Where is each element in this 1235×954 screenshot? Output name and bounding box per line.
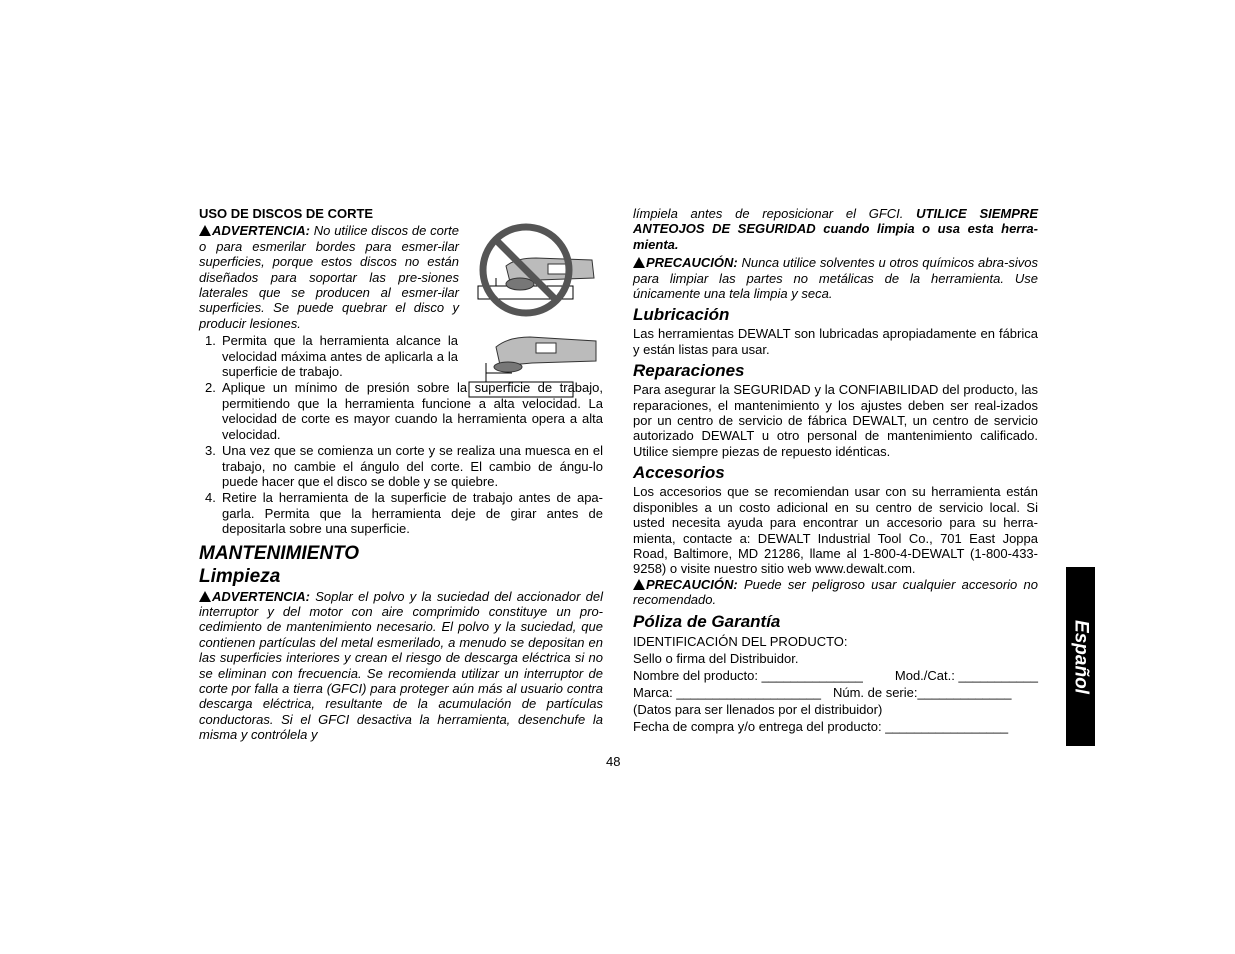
purchase-date-field: Fecha de compra y/o entrega del producto: _________________ (633, 718, 1009, 734)
subtitle-reparaciones: Reparaciones (633, 361, 745, 381)
form-row-product (633, 667, 1038, 684)
list-item: 2. Aplique un mínimo de presión sobre la superficie de trabajo, permitiendo que la herramienta funcione a alta velocidad. La velocidad de corte es mayor cuando la herramienta opera a alta velocidad. (205, 380, 603, 442)
language-tab-label: Español (1070, 619, 1092, 694)
distributor-stamp: Sello o firma del Distribuidor. (633, 650, 799, 666)
left-column (199, 206, 603, 743)
list-item: 4. Retire la herramienta de la superficie de trabajo antes de apa-garla. Permita que la herramienta deje de girar antes de depositarla sobre una superficie. (205, 490, 603, 537)
heading-uso-discos: USO DE DISCOS DE CORTE (199, 206, 374, 221)
warning-triangle-icon (199, 591, 211, 602)
language-tab (1066, 567, 1095, 746)
brand-field: Marca: ____________________ (633, 684, 821, 700)
distributor-note: (Datos para ser llenados por el distribuidor) (633, 701, 883, 717)
list-item: 3. Una vez que se comienza un corte y se realiza una muesca en el trabajo, no cambie el ángulo del corte. El cambio de ángu-lo puede hacer que el disco se doble y se quiebre. (205, 443, 603, 489)
accessories-text: Los accesorios que se recomiendan usar con su herramienta están disponibles a un costo adicional en su centro de servicio local. Si usted necesita ayuda para encontrar un accesorio para su herra-mienta, contacte a: DEWALT Industrial Tool Co., 701 East Joppa Road, Baltimore, MD 21286, llame al 1-800-4-DEWALT (1-800-433-9258) o visite nuestro sitio web www.dewalt.com. (633, 484, 1038, 577)
right-column (633, 206, 1038, 735)
cleaning-continued: límpiela antes de reposicionar el GFCI. UTILICE SIEMPRE ANTEOJOS DE SEGURIDAD cuando limpia o usa esta herra-mienta. (633, 206, 1038, 252)
form-row-brand (633, 684, 1038, 701)
page-number: 48 (606, 754, 621, 769)
section-title-mantenimiento: MANTENIMIENTO (199, 542, 360, 564)
repairs-text: Para asegurar la SEGURIDAD y la CONFIABILIDAD del producto, las reparaciones, el mantenimiento y los ajustes deben ser real-izados por un centro de servicio de fábrica DEWALT, un centro de servicio autorizado DEWALT u otro personal de mantenimiento calificado. Utilice siempre piezas de repuesto idénticas. (633, 382, 1038, 459)
caution-solvents: PRECAUCIÓN: Nunca utilice solventes u otros químicos abra-sivos para limpiar las partes no metálicas de la herramienta. Use únicamente una tela limpia y seca. (633, 255, 1038, 302)
caution-accessories: PRECAUCIÓN: Puede ser peligroso usar cualquier accesorio no recomendado. (633, 576, 1038, 608)
serial-field: Núm. de serie:_____________ (832, 684, 1012, 700)
model-field: Mod./Cat.: ___________ (894, 667, 1038, 683)
warning-triangle-icon (199, 225, 211, 236)
product-identification: IDENTIFICACIÓN DEL PRODUCTO: (633, 633, 848, 649)
warning-cleaning: ADVERTENCIA: Soplar el polvo y la suciedad del accionador del interruptor y del motor con aire comprimido constituye un pro-cedimiento de mantenimiento necesario. El polvo y la suciedad, que contienen partículas del metal esmerilado, a menudo se depositan en las superficies interiores y crean el riesgo de descarga eléctrica si no se eliminan con frecuencia. Se recomienda utilizar un interruptor de corte por falla a tierra (GFCI) para proteger aún más al usuario contra descarga eléctrica, resultante de la acumulación de partículas conductoras. Si el GFCI desactiva la herramienta, desenchufe la misma y contrólela y (199, 588, 603, 743)
subtitle-limpieza: Limpieza (199, 565, 281, 587)
lubrication-text: Las herramientas DEWALT son lubricadas apropiadamente en fábrica y están listas para usar. (633, 326, 1038, 357)
subtitle-accesorios: Accesorios (633, 463, 725, 483)
subtitle-lubricacion: Lubricación (633, 305, 730, 325)
product-name-field: Nombre del producto: ______________ (633, 667, 863, 683)
warning-cut-discs: ADVERTENCIA: No utilice discos de corte o para esmerilar bordes para esmer-ilar superficies, porque estos discos no están diseñados para soportar las pre-siones laterales que se producen al esmer-ilar superficies. Se puede quebrar el disco y producir lesiones. (199, 223, 459, 331)
warning-triangle-icon (633, 579, 645, 590)
subtitle-poliza-garantia: Póliza de Garantía (633, 611, 781, 631)
cutting-steps-list (199, 333, 603, 536)
warning-triangle-icon (633, 257, 645, 268)
list-item: 1. Permita que la herramienta alcance la velocidad máxima antes de aplicarla a la superficie de trabajo. (205, 333, 458, 380)
